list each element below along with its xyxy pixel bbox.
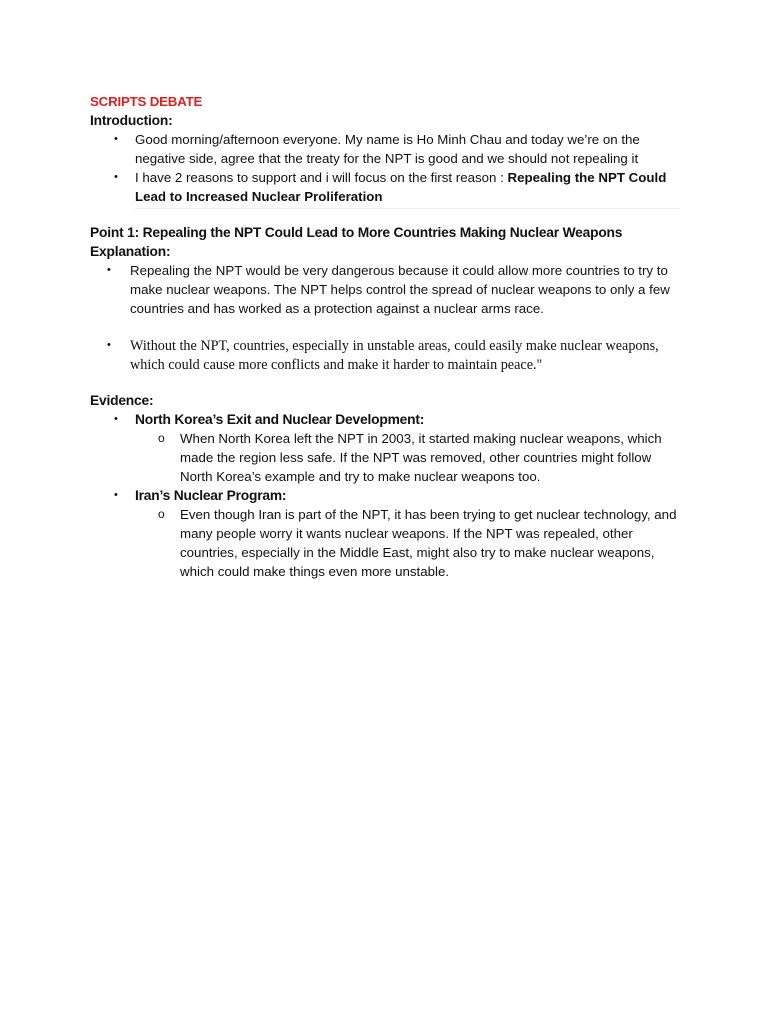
introduction-reasons: I have 2 reasons to support and i will focus on the first reason : xyxy=(135,170,508,185)
list-item xyxy=(90,168,680,206)
list-item xyxy=(90,486,680,581)
bullet-icon: • xyxy=(114,133,118,145)
introduction-list xyxy=(90,130,680,206)
list-item xyxy=(90,130,680,168)
list-item xyxy=(90,261,680,318)
evidence-item-title: North Korea’s Exit and Nuclear Development: xyxy=(135,412,425,427)
introduction-greeting: Good morning/afternoon everyone. My name is Ho Minh Chau and today we’re on the negative side, agree that the treaty for the NPT is good and we should not repealing it xyxy=(135,132,640,166)
list-item xyxy=(90,410,680,486)
introduction-focus-reason: Repealing the NPT Could Lead to Increased Nuclear Proliferation xyxy=(135,170,667,204)
bullet-icon: • xyxy=(114,489,118,501)
explanation-text: Repealing the NPT would be very dangerous because it could allow more countries to try to make nuclear weapons. The NPT helps control the spread of nuclear weapons to only a few countries and has worked as a protection against a nuclear arms race. xyxy=(130,263,670,316)
document-content xyxy=(90,92,680,581)
evidence-heading: Evidence: xyxy=(90,393,154,408)
explanation-text: Without the NPT, countries, especially in unstable areas, could easily make nuclear weapons, which could cause more conflicts and make it harder to maintain peace." xyxy=(130,338,659,373)
sub-bullet-icon: o xyxy=(158,431,165,445)
point1-heading: Point 1: Repealing the NPT Could Lead to More Countries Making Nuclear Weapons xyxy=(90,225,623,240)
spacer xyxy=(90,318,680,336)
explanation-list xyxy=(90,261,680,374)
bullet-icon: • xyxy=(107,339,111,351)
document-title: SCRIPTS DEBATE xyxy=(90,94,203,109)
list-item xyxy=(90,505,680,581)
evidence-sublist xyxy=(135,505,680,581)
evidence-sublist xyxy=(135,429,680,486)
list-item xyxy=(90,429,680,486)
evidence-item-title: Iran’s Nuclear Program: xyxy=(135,488,287,503)
sub-bullet-icon: o xyxy=(158,507,165,521)
bullet-icon: • xyxy=(114,413,118,425)
evidence-item-detail: Even though Iran is part of the NPT, it has been trying to get nuclear technology, and many people worry it wants nuclear weapons. If the NPT was repealed, other countries, especially in the Middle East, might also try to make nuclear weapons, which could make things even more unstable. xyxy=(180,507,677,579)
explanation-heading: Explanation: xyxy=(90,244,171,259)
introduction-heading: Introduction: xyxy=(90,113,173,128)
bullet-icon: • xyxy=(114,171,118,183)
divider xyxy=(135,208,680,209)
evidence-list xyxy=(90,410,680,581)
list-item xyxy=(90,336,680,374)
bullet-icon: • xyxy=(107,264,111,276)
evidence-item-detail: When North Korea left the NPT in 2003, it started making nuclear weapons, which made the region less safe. If the NPT was removed, other countries might follow North Korea’s example and try to make nuclear weapons too. xyxy=(180,431,662,484)
